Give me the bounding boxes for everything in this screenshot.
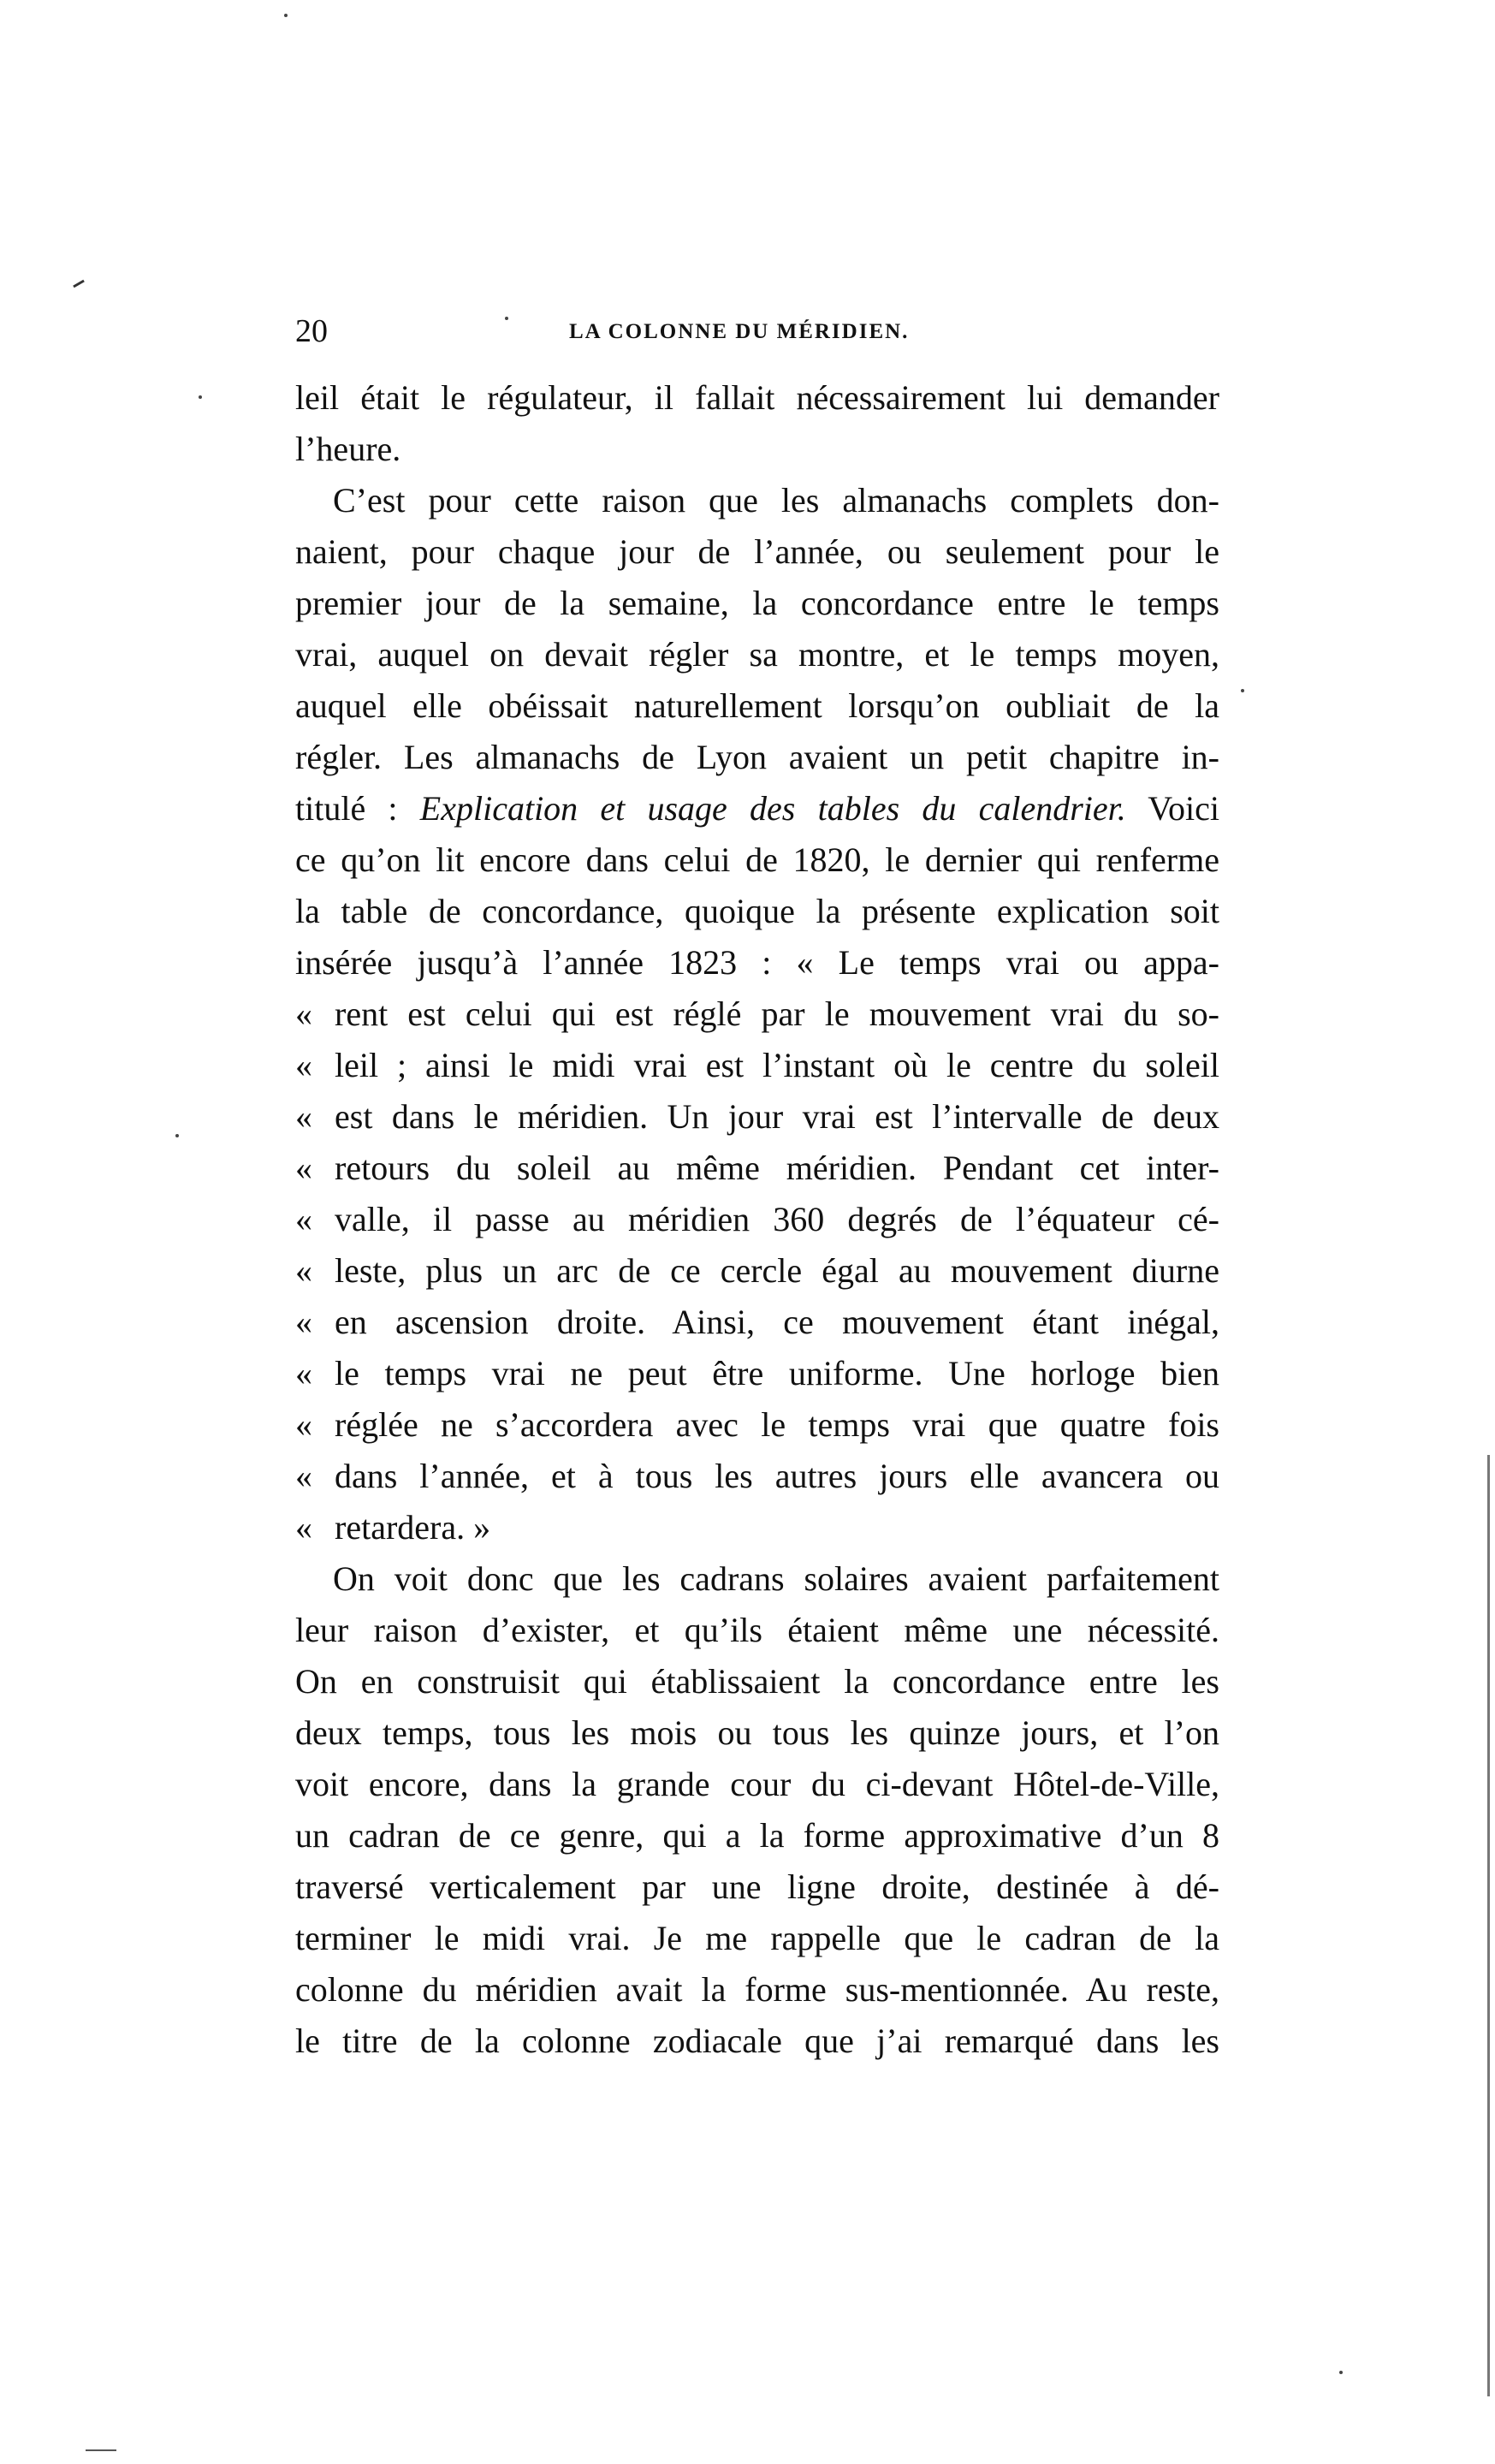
quote-mark: « bbox=[295, 995, 312, 1033]
text-line: voit encore, dans la grande cour du ci-devant Hôtel-de-Ville, bbox=[295, 1765, 1219, 1803]
quoted-line bbox=[295, 1502, 1219, 1553]
text-line: colonne du méridien avait la forme sus-mentionnée. Au reste, bbox=[295, 1970, 1219, 2009]
page-number: 20 bbox=[295, 313, 328, 349]
scan-speck bbox=[199, 395, 202, 399]
quoted-line bbox=[295, 1040, 1219, 1091]
text-line: vrai, auquel on devait régler sa montre, et le temps moyen, bbox=[295, 635, 1219, 674]
quoted-text: en ascension droite. Ainsi, ce mouvement étant inégal, bbox=[335, 1303, 1219, 1341]
quoted-text: réglée ne s’accordera avec le temps vrai que quatre fois bbox=[335, 1405, 1219, 1444]
text-line: auquel elle obéissait naturellement lorsqu’on oubliait de la bbox=[295, 686, 1219, 725]
text-line: insérée jusqu’à l’année 1823 : « Le temps vrai ou appa- bbox=[295, 943, 1219, 982]
text-line: le titre de la colonne zodiacale que j’ai remarqué dans les bbox=[295, 2022, 1219, 2060]
quote-mark: « bbox=[295, 1149, 312, 1187]
scan-speck bbox=[86, 2449, 116, 2451]
quoted-line bbox=[295, 1451, 1219, 1502]
text-line: On voit donc que les cadrans solaires avaient parfaitement bbox=[333, 1559, 1219, 1598]
quoted-line bbox=[295, 1348, 1219, 1399]
quote-mark: « bbox=[295, 1251, 312, 1290]
running-title: LA COLONNE DU MÉRIDIEN. bbox=[569, 320, 910, 343]
quoted-text: dans l’année, et à tous les autres jours elle avancera ou bbox=[335, 1457, 1219, 1495]
quoted-line bbox=[295, 989, 1219, 1040]
quote-mark: « bbox=[295, 1200, 312, 1238]
scan-speck bbox=[73, 280, 85, 288]
text-line: C’est pour cette raison que les almanachs complets don- bbox=[333, 481, 1219, 520]
text-line: l’heure. bbox=[295, 430, 401, 468]
quoted-line bbox=[295, 1143, 1219, 1194]
text-line: un cadran de ce genre, qui a la forme approximative d’un 8 bbox=[295, 1816, 1219, 1855]
quoted-text: retours du soleil au même méridien. Pendant cet inter- bbox=[335, 1149, 1219, 1187]
text-line: premier jour de la semaine, la concordance entre le temps bbox=[295, 584, 1219, 622]
text-line: traversé verticalement par une ligne droite, destinée à dé- bbox=[295, 1867, 1219, 1906]
text-line: terminer le midi vrai. Je me rappelle que le cadran de la bbox=[295, 1919, 1219, 1957]
text-line: deux temps, tous les mois ou tous les quinze jours, et l’on bbox=[295, 1713, 1219, 1752]
page-edge bbox=[1487, 1455, 1490, 2396]
text-line: ce qu’on lit encore dans celui de 1820, le dernier qui renferme bbox=[295, 840, 1219, 879]
quoted-text: le temps vrai ne peut être uniforme. Une horloge bien bbox=[335, 1354, 1219, 1392]
text-line: leur raison d’exister, et qu’ils étaient même une nécessité. bbox=[295, 1611, 1219, 1649]
quote-mark: « bbox=[295, 1457, 312, 1495]
quoted-line bbox=[295, 1091, 1219, 1143]
quote-mark: « bbox=[295, 1303, 312, 1341]
scan-speck bbox=[505, 317, 508, 320]
scan-speck bbox=[1339, 2371, 1343, 2374]
text-line-with-italic bbox=[295, 783, 1219, 834]
quoted-text: valle, il passe au méridien 360 degrés de l’équateur cé- bbox=[335, 1200, 1219, 1238]
quoted-text: rent est celui qui est réglé par le mouvement vrai du so- bbox=[335, 995, 1219, 1033]
quoted-line bbox=[295, 1245, 1219, 1297]
text-line: leil était le régulateur, il fallait nécessairement lui demander bbox=[295, 378, 1219, 417]
text-line: On en construisit qui établissaient la concordance entre les bbox=[295, 1662, 1219, 1701]
quoted-line bbox=[295, 1194, 1219, 1245]
quote-mark: « bbox=[295, 1354, 312, 1392]
text-line: régler. Les almanachs de Lyon avaient un petit chapitre in- bbox=[295, 738, 1219, 776]
quoted-text: leil ; ainsi le midi vrai est l’instant où le centre du soleil bbox=[335, 1046, 1219, 1084]
scan-speck bbox=[284, 14, 288, 17]
quote-mark: « bbox=[295, 1508, 312, 1547]
quote-mark: « bbox=[295, 1046, 312, 1084]
italic-title: Explication et usage des tables du calendrier. bbox=[419, 789, 1126, 828]
quoted-line bbox=[295, 1297, 1219, 1348]
quote-mark: « bbox=[295, 1405, 312, 1444]
quoted-line bbox=[295, 1399, 1219, 1451]
quoted-text: leste, plus un arc de ce cercle égal au mouvement diurne bbox=[335, 1251, 1219, 1290]
text-line: naient, pour chaque jour de l’année, ou seulement pour le bbox=[295, 532, 1219, 571]
quote-mark: « bbox=[295, 1097, 312, 1136]
line-lead: titulé : bbox=[295, 789, 420, 828]
quoted-text: est dans le méridien. Un jour vrai est l’intervalle de deux bbox=[335, 1097, 1219, 1136]
scan-speck bbox=[1241, 689, 1244, 692]
page-header bbox=[295, 310, 1219, 353]
quoted-text: retardera. » bbox=[335, 1508, 491, 1547]
line-tail: Voici bbox=[1125, 789, 1219, 828]
text-line: la table de concordance, quoique la présente explication soit bbox=[295, 892, 1219, 930]
scan-speck bbox=[175, 1134, 179, 1137]
